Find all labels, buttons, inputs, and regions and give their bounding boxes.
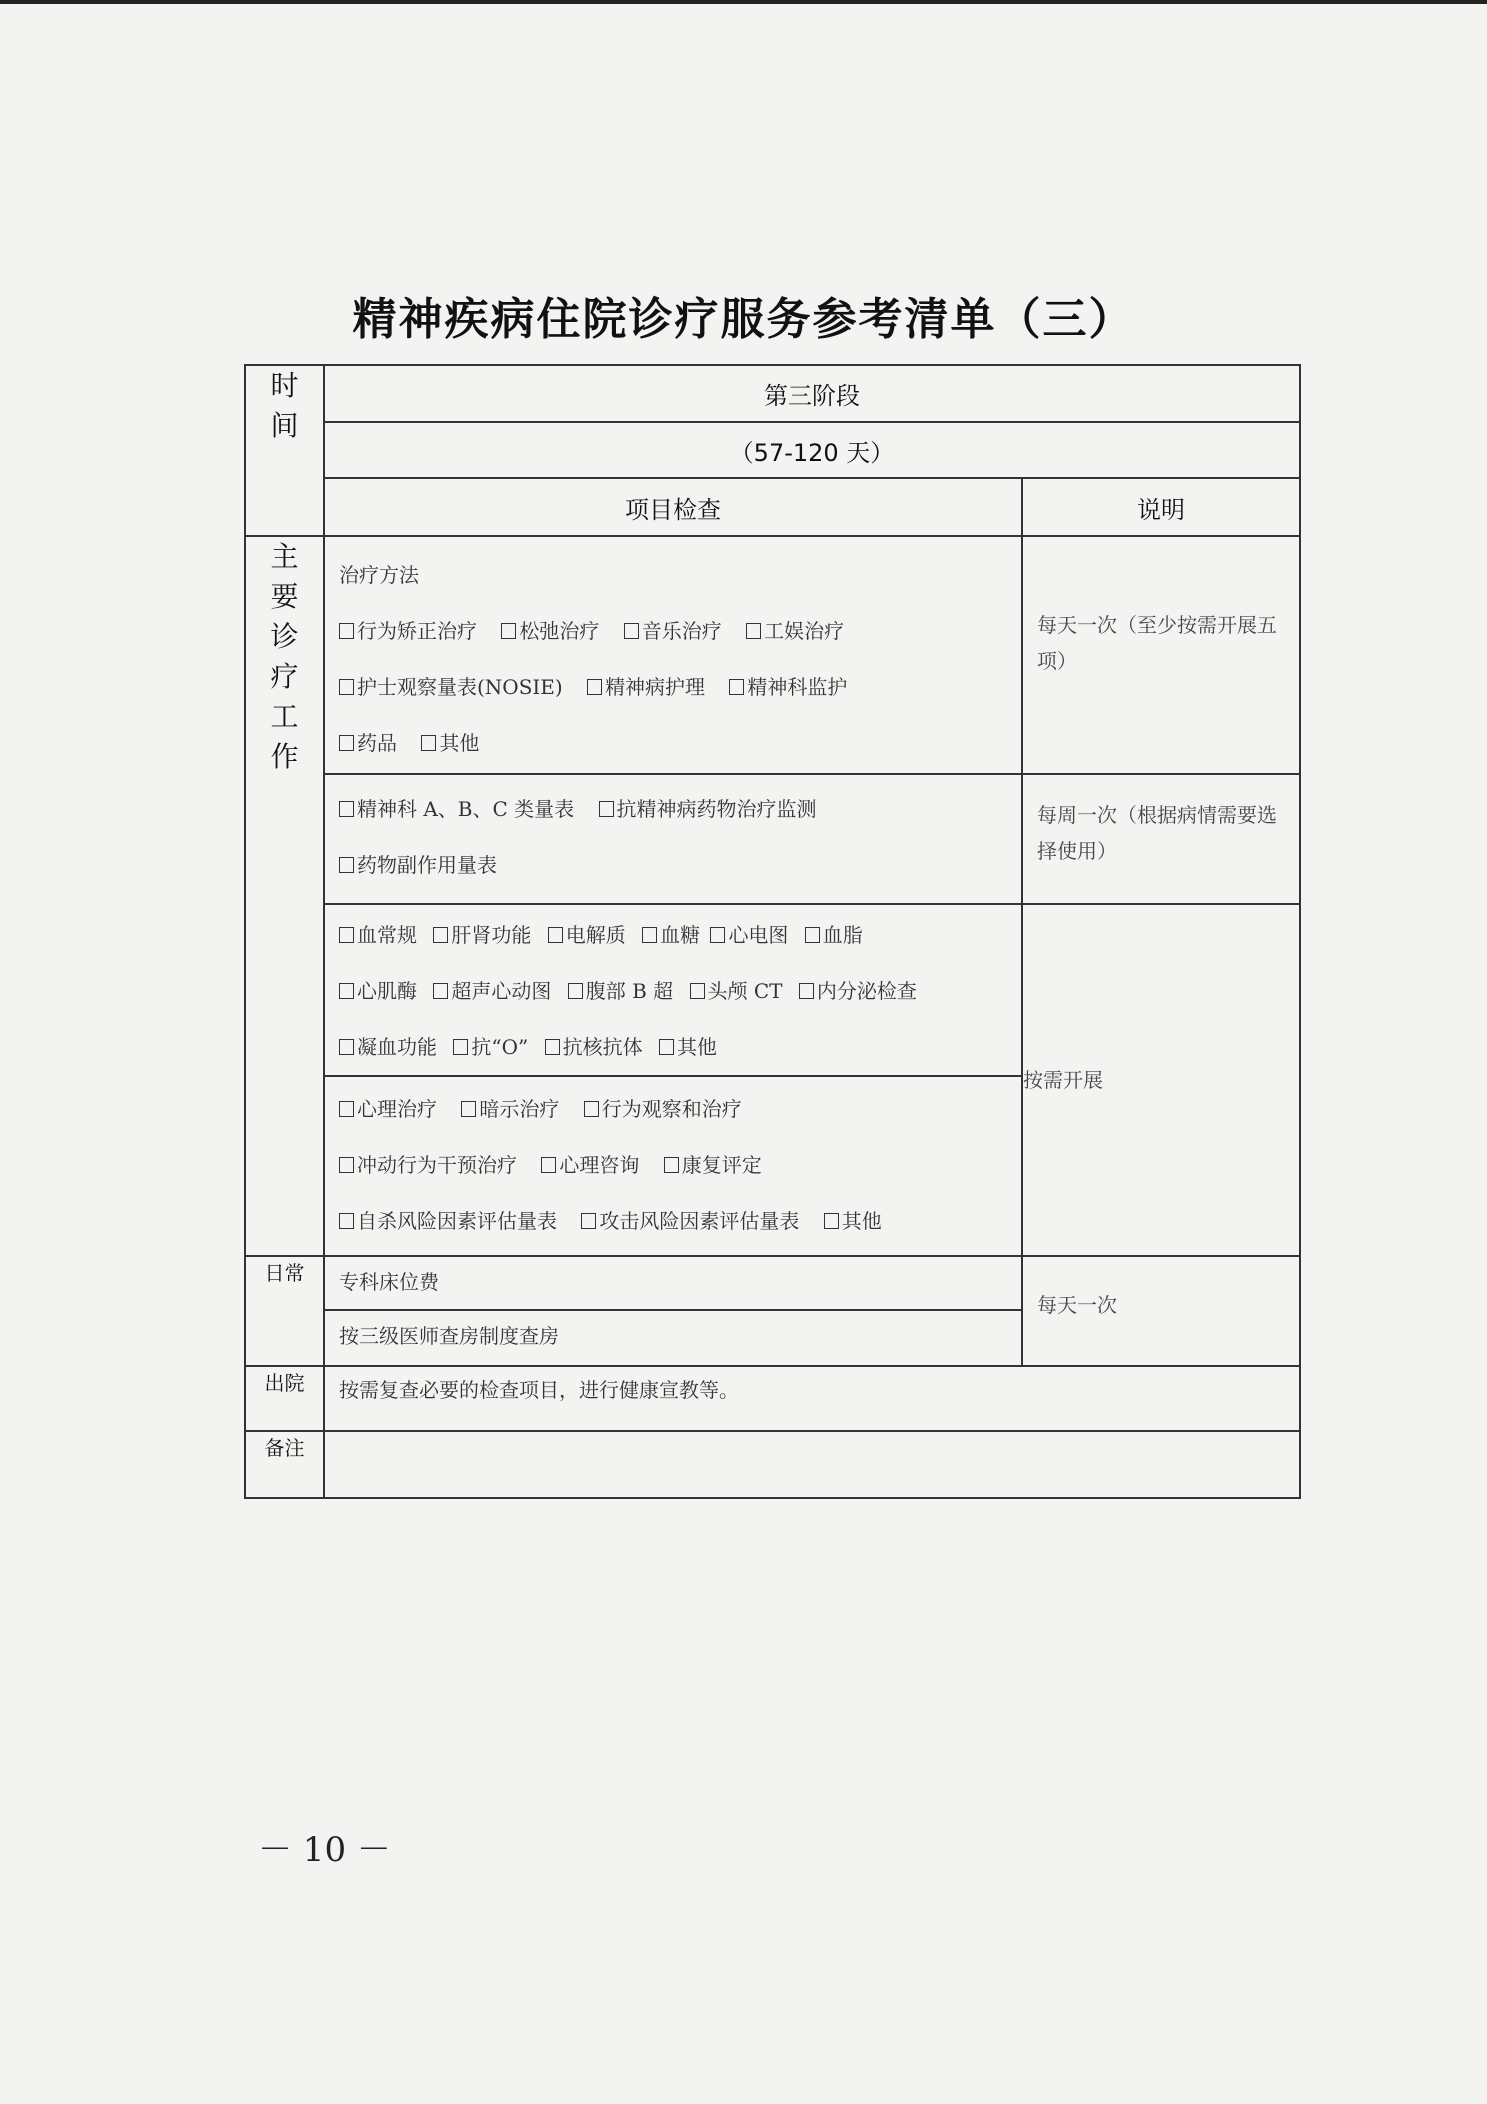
scales-note: 每周一次（根据病情需要选择使用） xyxy=(1037,803,1277,863)
checkbox-icon[interactable] xyxy=(599,801,614,817)
checkbox-icon[interactable] xyxy=(421,735,436,751)
checkbox-icon[interactable] xyxy=(642,927,657,943)
checkbox-icon[interactable] xyxy=(339,679,354,695)
main-section-label-cell xyxy=(245,536,324,1256)
checkbox-icon[interactable] xyxy=(584,1101,599,1117)
checkbox-icon[interactable] xyxy=(501,623,516,639)
treatment-row xyxy=(339,715,1007,771)
checkbox-option[interactable]: 冲动行为干预治疗 xyxy=(339,1137,517,1193)
checkbox-icon[interactable] xyxy=(659,1039,674,1055)
checkbox-option[interactable]: 其他 xyxy=(659,1019,717,1075)
labs-row xyxy=(339,907,1007,963)
checkbox-icon[interactable] xyxy=(710,927,725,943)
daily-item-cell xyxy=(324,1256,1022,1310)
checkbox-icon[interactable] xyxy=(799,983,814,999)
checkbox-icon[interactable] xyxy=(433,983,448,999)
checkbox-option[interactable]: 精神科 A、B、C 类量表 xyxy=(339,781,574,837)
daily-item: 按三级医师查房制度查房 xyxy=(339,1324,559,1348)
scales-cell xyxy=(324,774,1022,904)
checkbox-option[interactable]: 松弛治疗 xyxy=(501,603,599,659)
labs-row xyxy=(339,1019,1007,1075)
daily-label-cell xyxy=(245,1256,324,1366)
checkbox-icon[interactable] xyxy=(339,1039,354,1055)
main-section-label: 主要诊疗工作 xyxy=(270,540,299,773)
checkbox-icon[interactable] xyxy=(339,735,354,751)
checkbox-icon[interactable] xyxy=(805,927,820,943)
checkbox-icon[interactable] xyxy=(453,1039,468,1055)
psych-cell xyxy=(324,1076,1022,1256)
checkbox-icon[interactable] xyxy=(824,1213,839,1229)
checkbox-option[interactable]: 药物副作用量表 xyxy=(339,837,497,893)
checkbox-option[interactable]: 攻击风险因素评估量表 xyxy=(581,1193,799,1249)
checkbox-option[interactable]: 音乐治疗 xyxy=(624,603,722,659)
items-header: 项目检查 xyxy=(625,495,721,524)
checkbox-option[interactable]: 抗“O” xyxy=(453,1019,528,1075)
checkbox-option[interactable]: 腹部 B 超 xyxy=(568,963,673,1019)
checkbox-option[interactable]: 抗核抗体 xyxy=(545,1019,643,1075)
checkbox-icon[interactable] xyxy=(746,623,761,639)
treatment-heading: 治疗方法 xyxy=(339,563,419,587)
checkbox-option[interactable]: 凝血功能 xyxy=(339,1019,437,1075)
checkbox-icon[interactable] xyxy=(624,623,639,639)
checkbox-icon[interactable] xyxy=(339,1157,354,1173)
checkbox-icon[interactable] xyxy=(461,1101,476,1117)
checkbox-option[interactable]: 电解质 xyxy=(548,907,626,963)
remarks-label: 备注 xyxy=(264,1436,305,1460)
checkbox-icon[interactable] xyxy=(433,927,448,943)
checkbox-icon[interactable] xyxy=(568,983,583,999)
remarks-label-cell xyxy=(245,1431,324,1498)
checkbox-option[interactable]: 精神病护理 xyxy=(587,659,705,715)
psych-row xyxy=(339,1137,1007,1193)
days-cell xyxy=(324,422,1300,478)
psych-row xyxy=(339,1193,1007,1249)
days-label: （57-120 天） xyxy=(729,438,895,467)
checkbox-option[interactable]: 血常规 xyxy=(339,907,417,963)
checkbox-option[interactable]: 行为观察和治疗 xyxy=(584,1081,742,1137)
labs-psych-note: 按需开展 xyxy=(1023,1068,1103,1092)
checkbox-option[interactable]: 心肌酶 xyxy=(339,963,417,1019)
checkbox-option[interactable]: 心电图 xyxy=(710,907,788,963)
checkbox-option[interactable]: 血脂 xyxy=(805,907,863,963)
checkbox-option[interactable]: 超声心动图 xyxy=(433,963,551,1019)
checkbox-icon[interactable] xyxy=(339,801,354,817)
checkbox-icon[interactable] xyxy=(587,679,602,695)
scales-row xyxy=(339,837,1007,893)
checkbox-option[interactable]: 肝肾功能 xyxy=(433,907,531,963)
notes-header-cell xyxy=(1022,478,1300,536)
treatment-note-cell xyxy=(1022,536,1300,774)
checkbox-option[interactable]: 药品 xyxy=(339,715,397,771)
remarks-text xyxy=(325,1432,1299,1476)
checkbox-option[interactable]: 其他 xyxy=(824,1193,882,1249)
checkbox-option[interactable]: 其他 xyxy=(421,715,479,771)
checkbox-icon[interactable] xyxy=(339,857,354,873)
checkbox-option[interactable]: 头颅 CT xyxy=(690,963,783,1019)
discharge-label-cell xyxy=(245,1366,324,1431)
time-label-cell xyxy=(245,365,324,536)
checklist-table xyxy=(244,364,1301,1499)
checkbox-icon[interactable] xyxy=(339,983,354,999)
scales-note-cell xyxy=(1022,774,1300,904)
notes-header: 说明 xyxy=(1137,495,1185,524)
treatment-note: 每天一次（至少按需开展五项） xyxy=(1037,613,1277,673)
document-title: 精神疾病住院诊疗服务参考清单（三） xyxy=(352,294,1135,345)
checkbox-option[interactable]: 康复评定 xyxy=(664,1137,762,1193)
checkbox-icon[interactable] xyxy=(664,1157,679,1173)
treatment-row xyxy=(339,659,1007,715)
items-header-cell xyxy=(324,478,1022,536)
daily-note: 每天一次 xyxy=(1037,1293,1117,1317)
checkbox-option[interactable]: 心理咨询 xyxy=(541,1137,639,1193)
scan-top-edge xyxy=(0,0,1487,4)
treatment-cell xyxy=(324,536,1022,774)
psych-row xyxy=(339,1081,1007,1137)
checkbox-option[interactable]: 心理治疗 xyxy=(339,1081,437,1137)
checkbox-option[interactable]: 行为矫正治疗 xyxy=(339,603,477,659)
labs-row xyxy=(339,963,1007,1019)
checkbox-option[interactable]: 工娱治疗 xyxy=(746,603,844,659)
scales-row xyxy=(339,781,1007,837)
daily-label: 日常 xyxy=(264,1261,305,1285)
labs-cell xyxy=(324,904,1022,1076)
stage-cell xyxy=(324,365,1300,422)
checkbox-option[interactable]: 自杀风险因素评估量表 xyxy=(339,1193,557,1249)
time-label: 时间 xyxy=(270,369,299,442)
checkbox-icon[interactable] xyxy=(339,1213,354,1229)
labs-psych-note-cell xyxy=(1022,904,1300,1256)
discharge-text: 按需复查必要的检查项目，进行健康宣教等。 xyxy=(339,1378,739,1402)
checkbox-option[interactable]: 抗精神病药物治疗监测 xyxy=(599,781,817,837)
checkbox-option[interactable]: 暗示治疗 xyxy=(461,1081,559,1137)
checkbox-icon[interactable] xyxy=(339,1101,354,1117)
checkbox-option[interactable]: 血糖 xyxy=(642,907,700,963)
checkbox-option[interactable]: 内分泌检查 xyxy=(799,963,917,1019)
checkbox-option[interactable]: 精神科监护 xyxy=(729,659,847,715)
stage-label: 第三阶段 xyxy=(764,382,860,410)
checkbox-icon[interactable] xyxy=(339,927,354,943)
page-number: － 10 － xyxy=(258,1830,391,1870)
daily-item: 专科床位费 xyxy=(339,1270,439,1294)
discharge-label: 出院 xyxy=(264,1371,305,1395)
remarks-text-cell[interactable] xyxy=(324,1431,1300,1498)
daily-item-cell xyxy=(324,1310,1022,1366)
checkbox-icon[interactable] xyxy=(548,927,563,943)
checkbox-icon[interactable] xyxy=(581,1213,596,1229)
treatment-row xyxy=(339,603,1007,659)
checkbox-icon[interactable] xyxy=(541,1157,556,1173)
daily-note-cell xyxy=(1022,1256,1300,1366)
discharge-text-cell xyxy=(324,1366,1300,1431)
checkbox-icon[interactable] xyxy=(339,623,354,639)
checkbox-icon[interactable] xyxy=(545,1039,560,1055)
checkbox-icon[interactable] xyxy=(729,679,744,695)
checkbox-option[interactable]: 护士观察量表(NOSIE) xyxy=(339,659,563,715)
checkbox-icon[interactable] xyxy=(690,983,705,999)
